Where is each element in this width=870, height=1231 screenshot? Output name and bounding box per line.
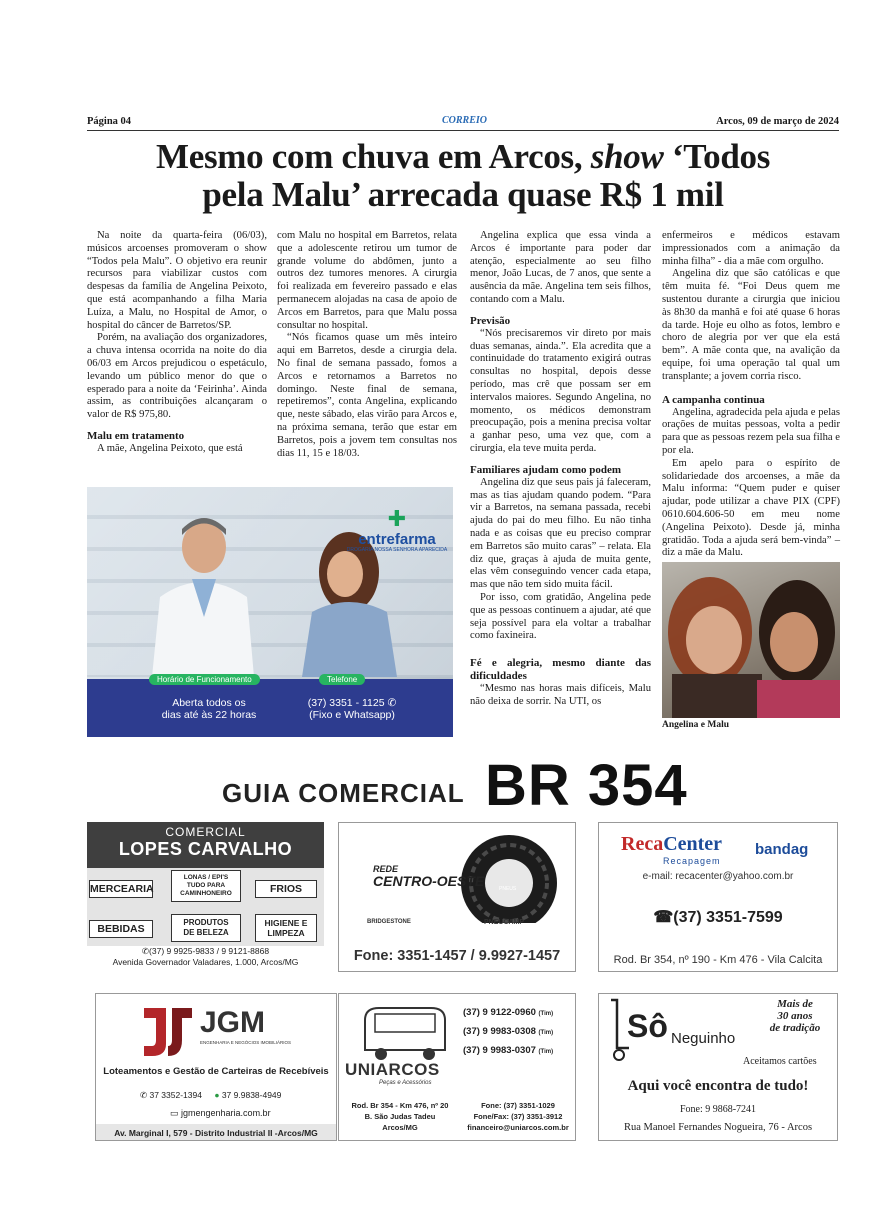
lopes-cell-line: DE BELEZA bbox=[183, 928, 229, 937]
entrefarma-brand: entrefarma bbox=[358, 531, 436, 548]
tradition-badge bbox=[757, 998, 833, 1034]
headline-part: Mesmo com chuva em Arcos, bbox=[155, 137, 591, 176]
ad-jgm bbox=[95, 993, 337, 1141]
phone-pill: Telefone bbox=[319, 674, 365, 685]
issue-date: Arcos, 09 de março de 2024 bbox=[716, 116, 839, 127]
phone-line: (37) 3351 - 1125 ✆ bbox=[307, 697, 397, 709]
truck-icon bbox=[353, 1000, 457, 1064]
contact-line: financeiro@uniarcos.com.br bbox=[467, 1123, 569, 1132]
lopes-footer bbox=[87, 946, 324, 968]
ad-so-neguinho bbox=[598, 993, 838, 1141]
center-text: Center bbox=[663, 833, 723, 855]
tradition-line: 30 anos bbox=[777, 1010, 813, 1022]
whatsapp-icon: ● bbox=[214, 1090, 222, 1100]
subheading: Familiares ajudam como podem bbox=[470, 463, 622, 476]
address-line: Arcos/MG bbox=[382, 1123, 418, 1132]
page-header bbox=[87, 115, 839, 131]
subheading: Previsão bbox=[470, 314, 511, 327]
contact-line: Fone/Fax: (37) 3351-3912 bbox=[473, 1112, 563, 1121]
lopes-top: COMERCIAL bbox=[165, 825, 246, 839]
paragraph: Angelina diz que são católicas e que têm muita fé. “Foi Deus quem me sustentou durante a cirurgia que iniciou às 8h30 da manhã e foi até quase 6 horas da tarde. Hoje eu olho as fotos, lembro e choro de alegria por ver que ela está bem”. A mãe conta que, na avalição da equipe, foi uma operação tal qual um transplante; a jovem corria risco. bbox=[662, 268, 840, 382]
jgm-phone-2: 37 9.9838-4949 bbox=[221, 1090, 282, 1100]
uniarcos-name: UNIARCOS bbox=[345, 1060, 440, 1079]
photo-angelina-malu bbox=[662, 562, 840, 718]
lopes-cell bbox=[255, 914, 317, 942]
tim-label: (Tim) bbox=[538, 1011, 554, 1017]
subheading: Fé e alegria, mesmo diante das dificuldades bbox=[470, 657, 651, 683]
paragraph: Na noite da quarta-feira (06/03), músicos arcoenses promoveram o show “Todos pela Malu”. O objetivo era reunir recursos para viabilizar custos com despesas da família de Angelina Peixoto, que está acompanhando a filha Maria Luíza, a Malu, no Hospital de Amor, o hospital do câncer de Barretos/SP. bbox=[87, 230, 267, 331]
entrefarma-logo bbox=[342, 507, 452, 553]
contact-line: Fone: (37) 3351-1029 bbox=[481, 1101, 555, 1110]
address-line: B. São Judas Tadeu bbox=[364, 1112, 436, 1121]
guia-title-br354: BR 354 bbox=[485, 753, 688, 818]
bridgestone-label: BRIDGESTONE bbox=[367, 919, 411, 925]
rede-text bbox=[373, 863, 484, 887]
address-line: Rod. Br 354 - Km 476, nº 20 bbox=[351, 1101, 449, 1110]
entrefarma-info-band bbox=[87, 675, 453, 737]
paragraph: “Mesmo nas horas mais difíceis, Malu não deixa de sorrir. Na UTI, os bbox=[470, 683, 651, 707]
jgm-logo-mark bbox=[138, 1000, 198, 1060]
page-number: Página 04 bbox=[87, 116, 132, 127]
paragraph: Em apelo para o espírito de solidariedade dos arcoenses, a mãe da Malu informa: “Quem puder e quiser ajudar, pode utilizar a chave PIX (CPF) 0610.604.606-50 em meu nome (Angelina Peixoto). Desde já, minha gratidão. Toda a ajuda será bem-vinda” – diz a mãe da Malu. bbox=[662, 457, 840, 559]
jgm-tagline: Loteamentos e Gestão de Carteiras de Recebíveis bbox=[103, 1066, 329, 1077]
phone-text bbox=[287, 697, 417, 721]
ad-lopes-carvalho bbox=[87, 822, 324, 972]
paragraph: Porém, na avaliação dos organizadores, a chuva intensa ocorrida na noite do dia 06/03 em Arcos prejudicou o espetáculo, levando um público menor do que o esperado para a noite da ‘Feirinha’. Ainda assim, as contribuições alcançaram o valor de R$ 975,80. bbox=[87, 332, 267, 421]
guia-comercial-title bbox=[222, 753, 722, 818]
web-icon: ▭ bbox=[170, 1108, 182, 1118]
hours-line: dias até às 22 horas bbox=[161, 709, 257, 721]
lopes-cell bbox=[171, 870, 241, 902]
subheading: A campanha continua bbox=[662, 393, 765, 406]
lopes-phone: ✆(37) 9 9925-9833 / 9 9121-8868 bbox=[141, 946, 270, 956]
uniarcos-contacts bbox=[461, 1100, 575, 1133]
article-column-2 bbox=[277, 230, 457, 460]
ad-recacenter bbox=[598, 822, 838, 972]
lopes-cell-line: LIMPEZA bbox=[267, 928, 305, 938]
lopes-cell bbox=[171, 914, 241, 942]
lopes-address: Avenida Governador Valadares, 1.000, Arcos/MG bbox=[112, 957, 299, 967]
headline-part: ‘Todos bbox=[663, 137, 771, 176]
paragraph: Por isso, com gratidão, Angelina pede que as pessoas continuem a ajudar, até que seja possível para ela voltar a trabalhar como faxineira. bbox=[470, 591, 651, 642]
article-column-1 bbox=[87, 230, 267, 456]
lopes-cell-line: LONAS / EPI'S bbox=[183, 874, 229, 881]
paragraph: com Malu no hospital em Barretos, relata que a adolescente retirou um tumor de grande volume do abdômen, junto a outros dez tumores menores. A cirurgia foi realizada em fevereiro passado e elas permanecem alojadas na casa de apoio de Arcos em Barretos, para que Malu possa consultar no hospital. bbox=[277, 230, 457, 331]
recapagem-text: Recapagem bbox=[663, 856, 721, 866]
lopes-header bbox=[87, 822, 324, 868]
photo-caption: Angelina e Malu bbox=[662, 720, 730, 730]
pharmacy-cross-icon: ✚ bbox=[387, 507, 407, 532]
lopes-cell: MERCEARIA bbox=[89, 880, 153, 898]
rede-line: REDE bbox=[373, 864, 399, 874]
paragraph: “Nós ficamos quase um mês inteiro aqui em Barretos, desde a cirurgia dela. No final de semana passado, fomos a Arcos e retornamos a Barretos no domingo. Neste final de semana, repetiremos”, conta Angelina, explicando que, neste sábado, elas virão para Arcos e, na próxima semana, terão que estar em Barretos, pois a jovem tem consultas nos dias 11, 15 e 18/03. bbox=[277, 332, 457, 459]
pneucamp-label: PNEUCAMP bbox=[484, 919, 525, 926]
neguinho-text: Neguinho bbox=[671, 1030, 736, 1047]
entrefarma-sub: DROGARIA NOSSA SENHORA APARECIDA bbox=[346, 547, 448, 553]
uniarcos-mobile: (37) 9 9983-0308 bbox=[463, 1026, 536, 1037]
lopes-cell-line: HIGIENE E bbox=[264, 918, 308, 928]
tradition-line: de tradição bbox=[769, 1022, 821, 1034]
jgm-name: JGM bbox=[200, 1006, 266, 1039]
uniarcos-sub: Peças e Acessórios bbox=[379, 1080, 432, 1086]
rede-line: CENTRO-OESTE bbox=[373, 873, 485, 889]
jgm-sub: ENGENHARIA E NEGÓCIOS IMOBILIÁRIOS bbox=[200, 1040, 292, 1045]
headline-line-2: pela Malu’ arrecada quase R$ 1 mil bbox=[202, 175, 724, 214]
guia-title-text: GUIA COMERCIAL bbox=[222, 778, 465, 808]
jgm-phone-1: 37 3352-1394 bbox=[149, 1090, 202, 1100]
phone-icon: ✆ bbox=[140, 1090, 150, 1100]
jgm-address: Av. Marginal I, 579 - Distrito Industrial II -Arcos/MG bbox=[96, 1124, 336, 1141]
jgm-site: jgmengenharia.com.br bbox=[181, 1108, 271, 1118]
paragraph: A mãe, Angelina Peixoto, que está bbox=[97, 442, 243, 454]
uniarcos-mobiles bbox=[463, 1004, 553, 1061]
hours-line: Aberta todos os bbox=[172, 697, 246, 709]
jgm-phones bbox=[140, 1090, 281, 1101]
customer-figure bbox=[287, 532, 407, 677]
recacenter-phone: ☎(37) 3351-7599 bbox=[653, 909, 783, 926]
paragraph: enfermeiros e médicos estavam impressionados com a animação da minha filha” - dia a mãe com orgulho. bbox=[662, 230, 840, 267]
headline-italic: show bbox=[590, 137, 664, 176]
lopes-cell: FRIOS bbox=[255, 880, 317, 898]
reca-text: Reca bbox=[621, 833, 664, 855]
lopes-grid bbox=[87, 868, 324, 946]
jgm-site-line bbox=[170, 1108, 271, 1119]
tim-label: (Tim) bbox=[538, 1049, 554, 1055]
cards-text: Aceitamos cartões bbox=[743, 1056, 817, 1067]
tim-label: (Tim) bbox=[538, 1030, 554, 1036]
so-address: Rua Manoel Fernandes Nogueira, 76 - Arcos bbox=[623, 1122, 813, 1133]
recacenter-logo bbox=[621, 833, 722, 856]
subheading: Malu em tratamento bbox=[87, 429, 185, 442]
hours-pill: Horário de Funcionamento bbox=[149, 674, 260, 685]
uniarcos-mobile: (37) 9 9122-0960 bbox=[463, 1007, 536, 1018]
paragraph: Angelina, agradecida pela ajuda e pelas orações de muitas pessoas, volta a pedir para que as pessoas rezem pela sua filha e por ela. bbox=[662, 406, 840, 456]
ad-rede-centro-oeste bbox=[338, 822, 576, 972]
recacenter-address: Rod. Br 354, nº 190 - Km 476 - Vila Calcita bbox=[613, 954, 823, 966]
uniarcos-mobile: (37) 9 9983-0307 bbox=[463, 1045, 536, 1056]
so-phone: Fone: 9 9868-7241 bbox=[679, 1104, 757, 1115]
so-text: Sô bbox=[627, 1008, 668, 1044]
paragraph: “Nós precisaremos vir direto por mais duas semanas, ainda.”. Ela acredita que a continuidade do tratamento exigirá outras consultas no hospital, depois desse período, mas crê que possam ser em intervalos maiores. Segundo Angelina, no momento, os médicos demonstram preocupação, pois a menina precisa voltar a ganhar peso, uma vez que, com a cirurgia, ela teve muita perda. bbox=[470, 327, 651, 454]
phone-line: (Fixo e Whatsapp) bbox=[309, 709, 395, 721]
so-slogan: Aqui você encontra de tudo! bbox=[627, 1078, 809, 1094]
centro-oeste-phone: Fone: 3351-1457 / 9.9927-1457 bbox=[353, 948, 561, 964]
ad-uniarcos bbox=[338, 993, 576, 1141]
lopes-cell-line: PRODUTOS bbox=[183, 918, 229, 927]
newspaper-logo: CORREIO bbox=[442, 115, 488, 126]
lopes-cell-line: TUDO PARA bbox=[186, 882, 226, 889]
portrait-illustration bbox=[662, 562, 840, 718]
lopes-cell-line: CAMINHONEIRO bbox=[180, 890, 232, 897]
pharmacist-figure bbox=[142, 507, 262, 677]
article-column-3 bbox=[470, 230, 651, 709]
lopes-cell: BEBIDAS bbox=[89, 920, 153, 938]
pneus-label: PNEUS bbox=[499, 886, 517, 892]
hours-text bbox=[149, 697, 269, 721]
entrefarma-ad bbox=[87, 487, 453, 737]
recacenter-email: e-mail: recacenter@yahoo.com.br bbox=[642, 871, 794, 882]
bandag-logo: bandag bbox=[755, 841, 809, 858]
uniarcos-address bbox=[343, 1100, 457, 1133]
lopes-name: LOPES CARVALHO bbox=[118, 839, 293, 859]
article-headline bbox=[87, 138, 839, 214]
paragraph: Angelina diz que seus pais já faleceram, mas as tias ajudam quando podem. “Para vir a Barretos, na semana passada, recebi ajuda do pai do meu filho. Eu não tinha nada e as coisas que eu preciso comprar em Barretos são muito caras” – relata. Ela diz que, graças à ajuda de muita gente, elas vêm conseguindo vencer cada etapa, mas que não tem sido muita fácil. bbox=[470, 476, 651, 591]
paragraph: Angelina explica que essa vinda a Arcos é importante para poder dar atenção, especialmente ao seu filho menor, João Lucas, de 7 anos, que sente a ausência da mãe. Angelina tem seis filhos, contando com a Malu. bbox=[470, 230, 651, 305]
tradition-line: Mais de bbox=[777, 998, 813, 1010]
article-column-4 bbox=[662, 230, 840, 560]
